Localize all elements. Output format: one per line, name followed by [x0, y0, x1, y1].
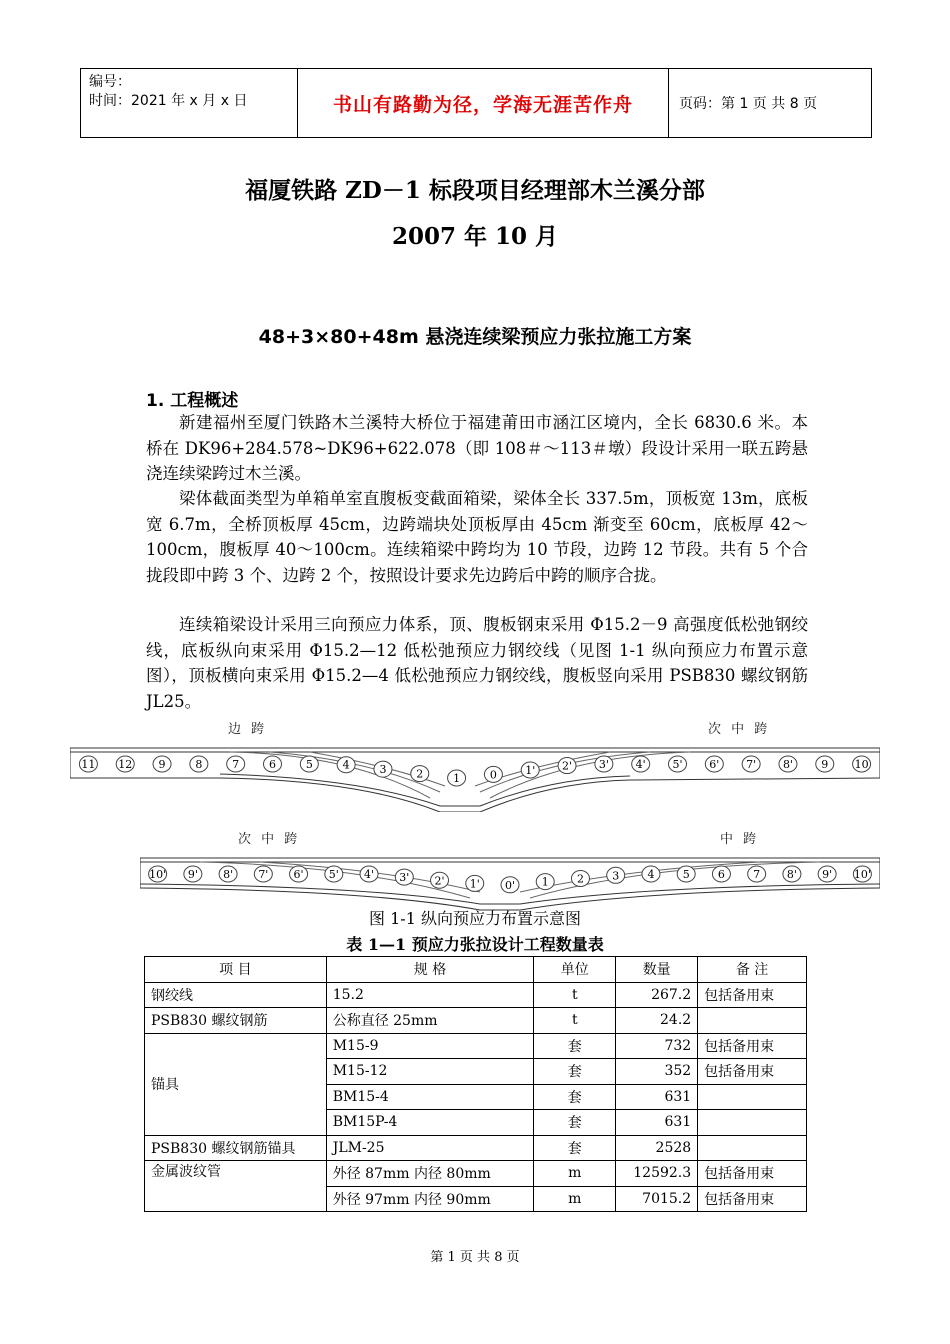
segment-label: 7'	[746, 758, 757, 771]
segment-label: 9'	[187, 868, 198, 881]
paragraph-1: 新建福州至厦门铁路木兰溪特大桥位于福建莆田市涵江区境内，全长 6830.6 米。本桥在 DK96+284.578~DK96+622.078（即 108＃～113＃墩）段设计采用一联五跨悬浇连续梁跨过木兰溪。	[146, 413, 808, 483]
segment-label: 0'	[504, 878, 516, 892]
segment-label: 8'	[786, 868, 797, 881]
cell-unit: 套	[534, 1033, 616, 1059]
segment-label: 12	[118, 758, 133, 771]
cell-note: 包括备用束	[698, 1059, 807, 1085]
cell-qty: 631	[616, 1110, 698, 1136]
segment-label: 1'	[469, 877, 480, 891]
beam-diagram-bottom	[140, 852, 880, 912]
cell-item: 钢绞线	[145, 982, 327, 1008]
segment-label: 3'	[399, 871, 410, 885]
date-label: 时间：2021 年 x 月 x 日	[89, 93, 248, 109]
label-secondary-span-top: 次 中 跨	[708, 722, 771, 737]
segment-label: 6'	[709, 758, 720, 771]
segment-label: 8'	[223, 868, 234, 881]
cell-note: 包括备用束	[698, 982, 807, 1008]
table-row	[145, 1161, 807, 1187]
cell-spec: M15-9	[326, 1033, 534, 1059]
segment-label: 6	[269, 758, 276, 771]
cell-unit: 套	[534, 1110, 616, 1136]
paragraph-3: 连续箱梁设计采用三向预应力体系，顶、腹板钢束采用 Φ15.2－9 高强度低松弛钢绞线，底板纵向束采用 Φ15.2—12 低松弛预应力钢绞线（见图 1-1 纵向预应力布置示意图），顶板横向束采用 Φ15.2—4 低松弛预应力钢绞线，腹板竖向采用 PSB830 螺纹钢筋 JL25。	[146, 615, 808, 711]
org-title: 福厦铁路 ZD－1 标段项目经理部木兰溪分部	[245, 177, 705, 204]
cell-qty: 7015.2	[616, 1186, 698, 1212]
page-label: 页码：第 1 页 共 8 页	[679, 96, 818, 112]
cell-qty: 24.2	[616, 1008, 698, 1034]
segment-label: 11	[81, 758, 96, 771]
col-header-qty: 数量	[616, 957, 698, 983]
segment-label: 10'	[149, 868, 167, 881]
cell-qty: 631	[616, 1084, 698, 1110]
cell-unit: 套	[534, 1135, 616, 1161]
col-header-unit: 单位	[534, 957, 616, 983]
label-middle-span-bottom: 中 跨	[720, 832, 760, 847]
cell-note	[698, 1135, 807, 1161]
table-row	[145, 1033, 807, 1059]
segment-label: 6	[717, 868, 725, 881]
segment-label: 5'	[672, 758, 683, 771]
segment-label: 1	[541, 875, 549, 889]
segment-label: 7'	[258, 868, 269, 881]
plan-title: 48+3×80+48m 悬浇连续梁预应力张拉施工方案	[258, 326, 692, 348]
cell-spec: JLM-25	[326, 1135, 534, 1161]
cell-item: 金属波纹管	[145, 1161, 327, 1212]
label-side-span-top: 边 跨	[228, 722, 268, 737]
table-caption: 表 1—1 预应力张拉设计工程数量表	[346, 935, 604, 954]
segment-label: 2	[416, 767, 424, 781]
page-footer: 第 1 页 共 8 页	[430, 1250, 520, 1265]
header-info	[81, 69, 298, 137]
cell-item: PSB830 螺纹钢筋	[145, 1008, 327, 1034]
document-header	[80, 68, 872, 138]
cell-spec: M15-12	[326, 1059, 534, 1085]
cell-unit: 套	[534, 1059, 616, 1085]
cell-qty: 2528	[616, 1135, 698, 1161]
table-row	[145, 982, 807, 1008]
col-header-item: 项 目	[145, 957, 327, 983]
cell-note: 包括备用束	[698, 1186, 807, 1212]
segment-label: 8'	[782, 758, 793, 771]
motto: 书山有路勤为径，学海无涯苦作舟	[298, 69, 669, 137]
segment-label: 9	[821, 758, 829, 771]
cell-note	[698, 1008, 807, 1034]
cell-qty: 12592.3	[616, 1161, 698, 1187]
date-title: 2007 年 10 月	[391, 223, 559, 250]
cell-unit: m	[534, 1186, 616, 1212]
segment-label: 10	[854, 758, 869, 771]
segment-label: 0	[489, 768, 497, 782]
quantity-table	[144, 956, 807, 1212]
table-row	[145, 1135, 807, 1161]
cell-note	[698, 1084, 807, 1110]
segment-label: 4	[342, 758, 350, 772]
cell-spec: BM15-4	[326, 1084, 534, 1110]
cell-qty: 732	[616, 1033, 698, 1059]
cell-note: 包括备用束	[698, 1033, 807, 1059]
cell-item: PSB830 螺纹钢筋锚具	[145, 1135, 327, 1161]
segment-label: 4'	[364, 868, 375, 881]
cell-item: 锚具	[145, 1033, 327, 1135]
cell-spec: 外径 97mm 内径 90mm	[326, 1186, 534, 1212]
label-secondary-span-bottom: 次 中 跨	[238, 832, 301, 847]
segment-label: 2'	[434, 874, 445, 888]
paragraph-2: 梁体截面类型为单箱单室直腹板变截面箱梁，梁体全长 337.5m，顶板宽 13m，底板宽 6.7m，全桥顶板厚 45cm，边跨端块处顶板厚由 45cm 渐变至 60cm，底板厚 42～100cm，腹板厚 40～100cm。连续箱梁中跨均为 10 节段，边跨 12 节段。共有 5 个合拢段即中跨 3 个、边跨 2 个，按照设计要求先边跨后中跨的顺序合拢。	[146, 489, 808, 585]
cell-spec: 15.2	[326, 982, 534, 1008]
cell-qty: 267.2	[616, 982, 698, 1008]
segment-label: 3'	[598, 758, 609, 771]
segment-label: 1	[453, 771, 461, 785]
segment-label: 3	[379, 763, 387, 777]
cell-unit: t	[534, 982, 616, 1008]
segment-label: 4'	[635, 758, 646, 771]
segment-label: 9	[158, 758, 166, 771]
segment-label: 5	[682, 868, 690, 881]
segment-label: 2'	[562, 759, 573, 773]
cell-spec: 公称直径 25mm	[326, 1008, 534, 1034]
segment-label: 5	[305, 758, 313, 771]
segment-label: 6'	[293, 868, 304, 881]
segment-label: 4	[647, 868, 655, 881]
table-row	[145, 1008, 807, 1034]
cell-note	[698, 1110, 807, 1136]
table-header-row	[145, 957, 807, 983]
segment-label: 10'	[853, 868, 871, 881]
cell-qty: 352	[616, 1059, 698, 1085]
col-header-spec: 规 格	[326, 957, 534, 983]
segment-label: 8	[195, 758, 203, 771]
segment-label: 5'	[328, 868, 339, 881]
beam-diagram-top	[70, 742, 880, 812]
cell-unit: t	[534, 1008, 616, 1034]
cell-spec: BM15P-4	[326, 1110, 534, 1136]
cell-unit: 套	[534, 1084, 616, 1110]
segment-label: 1'	[525, 763, 536, 777]
cell-unit: m	[534, 1161, 616, 1187]
figure-caption: 图 1-1 纵向预应力布置示意图	[369, 909, 581, 928]
segment-label: 7	[232, 758, 240, 771]
segment-label: 3	[612, 869, 620, 883]
section-heading: 1. 工程概述	[146, 391, 239, 411]
col-header-note: 备 注	[698, 957, 807, 983]
segment-label: 2	[576, 872, 584, 886]
cell-note: 包括备用束	[698, 1161, 807, 1187]
segment-label: 7	[753, 868, 761, 881]
code-label: 编号：	[89, 74, 131, 90]
cell-spec: 外径 87mm 内径 80mm	[326, 1161, 534, 1187]
segment-label: 9'	[822, 868, 833, 881]
